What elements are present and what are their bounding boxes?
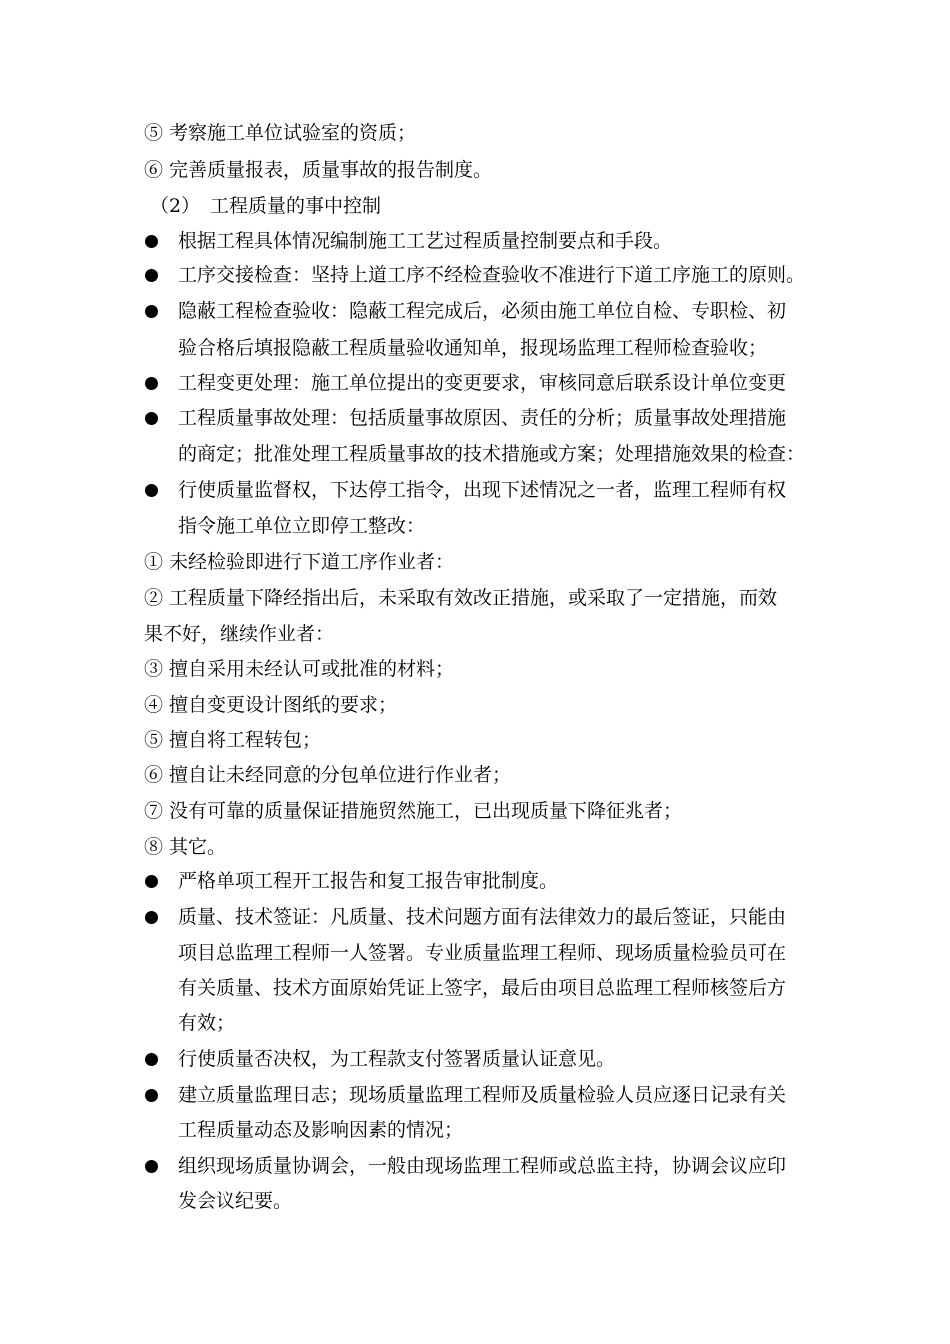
bullet-icon — [145, 269, 158, 282]
bullet-icon — [145, 1053, 158, 1066]
section-title: 工程质量的事中控制 — [210, 195, 382, 217]
bullet-text-continued: 项目总监理工程师一人签署。专业质量监理工程师、现场质量检验员可在 — [178, 942, 787, 964]
bullet-text: 严格单项工程开工报告和复工报告审批制度。 — [178, 870, 559, 892]
list-item-continued: 果不好，继续作业者： — [144, 623, 335, 645]
bullet-text: 建立质量监理日志；现场质量监理工程师及质量检验人员应逐日记录有关 — [178, 1084, 787, 1106]
bullet-icon — [145, 1160, 158, 1173]
bullet-icon — [145, 1089, 158, 1102]
bullet-text: 根据工程具体情况编制施工工艺过程质量控制要点和手段。 — [178, 230, 673, 252]
list-item: ⑥ 完善质量报表，质量事故的报告制度。 — [144, 159, 493, 181]
list-item: ① 未经检验即进行下道工序作业者： — [144, 551, 455, 573]
section-heading — [150, 188, 381, 225]
list-item: ② 工程质量下降经指出后，未采取有效改正措施，或采取了一定措施，而效 — [144, 587, 778, 609]
list-item: ⑥ 擅自让未经同意的分包单位进行作业者； — [144, 764, 512, 786]
list-item: ⑦ 没有可靠的质量保证措施贸然施工，已出现质量下降征兆者； — [144, 800, 683, 822]
bullet-icon — [145, 235, 158, 248]
bullet-text-continued: 的商定；批准处理工程质量事故的技术措施或方案；处理措施效果的检查： — [178, 443, 806, 465]
bullet-text: 工序交接检查：坚持上道工序不经检查验收不准进行下道工序施工的原则。 — [178, 264, 806, 286]
bullet-icon — [145, 875, 158, 888]
bullet-text-continued: 指令施工单位立即停工整改： — [178, 515, 426, 537]
bullet-text: 行使质量监督权，下达停工指令，出现下述情况之一者，监理工程师有权 — [178, 479, 787, 501]
list-item: ⑤ 考察施工单位试验室的资质； — [144, 122, 417, 144]
section-number: （2） — [150, 195, 201, 217]
bullet-icon — [145, 377, 158, 390]
bullet-text: 组织现场质量协调会，一般由现场监理工程师或总监主持，协调会议应印 — [178, 1155, 787, 1177]
list-item: ④ 擅自变更设计图纸的要求； — [144, 694, 398, 716]
bullet-text: 质量、技术签证：凡质量、技术问题方面有法律效力的最后签证，只能由 — [178, 906, 787, 928]
bullet-text-continued: 有关质量、技术方面原始凭证上签字，最后由项目总监理工程师核签后方 — [178, 977, 787, 999]
list-item: ③ 擅自采用未经认可或批准的材料； — [144, 658, 455, 680]
bullet-icon — [145, 911, 158, 924]
bullet-icon — [145, 484, 158, 497]
bullet-text: 工程变更处理：施工单位提出的变更要求，审核同意后联系设计单位变更 — [178, 372, 787, 394]
list-item: ⑧ 其它。 — [144, 836, 227, 858]
bullet-text: 工程质量事故处理：包括质量事故原因、责任的分析；质量事故处理措施 — [178, 407, 787, 429]
bullet-text-continued: 验合格后填报隐蔽工程质量验收通知单，报现场监理工程师检查验收； — [178, 337, 768, 359]
bullet-text-continued: 工程质量动态及影响因素的情况； — [178, 1119, 464, 1141]
list-item: ⑤ 擅自将工程转包； — [144, 729, 322, 751]
bullet-icon — [145, 305, 158, 318]
bullet-text: 行使质量否决权，为工程款支付签署质量认证意见。 — [178, 1048, 616, 1070]
bullet-text-continued: 有效； — [178, 1012, 236, 1034]
bullet-text: 隐蔽工程检查验收：隐蔽工程完成后，必须由施工单位自检、专职检、初 — [178, 300, 787, 322]
bullet-text-continued: 发会议纪要。 — [178, 1190, 293, 1212]
bullet-icon — [145, 412, 158, 425]
